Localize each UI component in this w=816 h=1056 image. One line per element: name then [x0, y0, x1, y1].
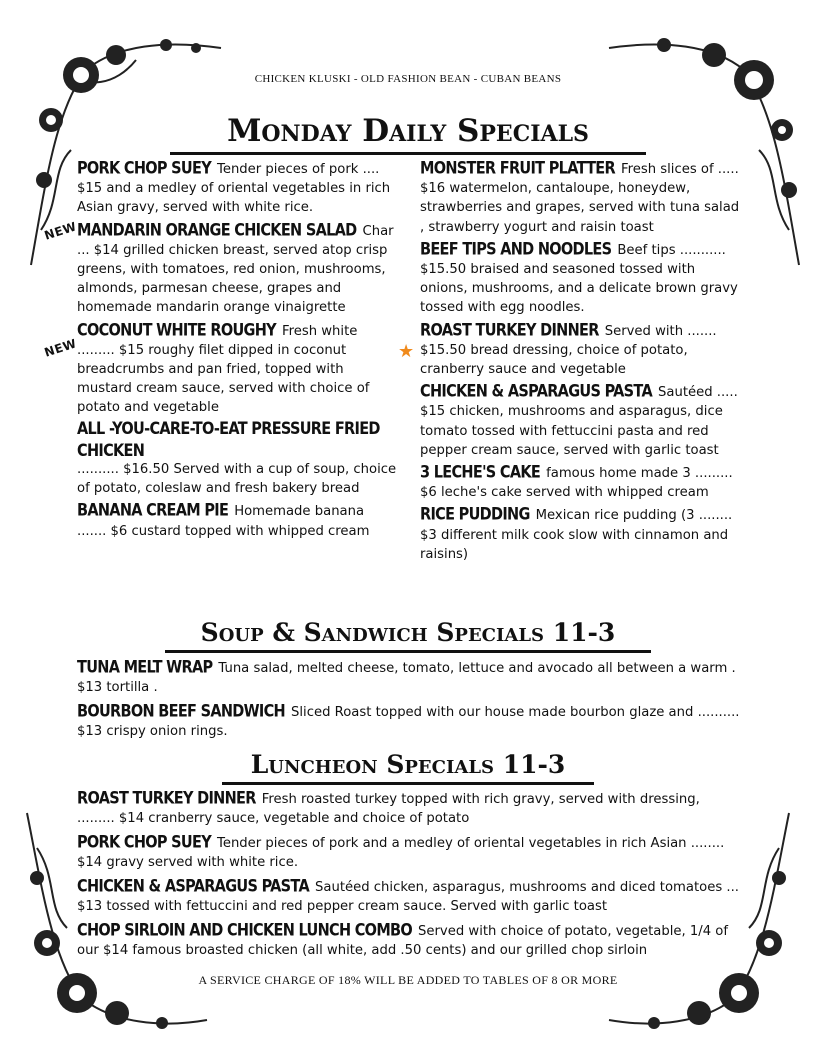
item-name: BOURBON BEEF SANDWICH: [77, 702, 285, 722]
menu-item: [77, 703, 740, 741]
item-description: Tender pieces of pork .... $15 and a medley of oriental vegetables in rich Asian gravy, served with white rice.: [77, 162, 391, 216]
menu-item: [77, 160, 397, 218]
item-description: Fresh slices of ..... $16 watermelon, cantaloupe, honeydew, strawberries and grapes, served with tuna salad , strawberry yogurt and raisin toast: [420, 162, 740, 235]
soup-sandwich-title: Soup & Sandwich Specials 11-3: [165, 616, 651, 653]
menu-item: [77, 322, 397, 418]
menu-item: [420, 241, 742, 318]
item-description: Mexican rice pudding (3 ........ $3 different milk cook slow with cinnamon and raisins): [420, 508, 733, 562]
item-name: BANANA CREAM PIE: [77, 502, 229, 521]
item-name: CHICKEN & ASPARAGUS PASTA: [420, 382, 653, 402]
item-name: RICE PUDDING: [420, 506, 530, 525]
item-description: Beef tips ........... $15.50 braised and seasoned tossed with onions, mushrooms, and a delicate brown gravy tossed with egg noodles.: [420, 242, 738, 316]
item-name: ROAST TURKEY DINNER: [77, 789, 256, 809]
menu-item: [77, 834, 740, 872]
item-name: PORK CHOP SUEY: [77, 833, 212, 853]
menu-item: [77, 922, 740, 960]
new-tag-mandarin: NEW: [42, 219, 79, 243]
daily-specials-title: Monday Daily Specials: [170, 110, 646, 155]
soups-of-the-day: CHICKEN KLUSKI - OLD FASHION BEAN - CUBAN BEANS: [254, 73, 562, 85]
menu-item: [77, 502, 397, 540]
menu-item: [420, 160, 742, 237]
item-description: Served with ....... $15.50 bread dressing, choice of potato, cranberry sauce and vegetable: [420, 323, 717, 378]
item-name: MANDARIN ORANGE CHICKEN SALAD: [77, 221, 357, 240]
item-name: ALL -YOU-CARE-TO-EAT PRESSURE FRIED CHICKEN: [77, 419, 380, 461]
item-description: Served with choice of potato, vegetable, 1/4 of our $14 famous broasted chicken (all white, add .50 cents) and our grilled chop sirloin: [77, 924, 729, 959]
item-description: Sautéed ..... $15 chicken, mushrooms and asparagus, dice tomato tossed with fettuccini pasta and red pepper cream sauce, served with garlic toast: [420, 385, 738, 458]
item-name: TUNA MELT WRAP: [77, 658, 213, 678]
item-description: famous home made 3 ......... $6 leche's cake served with whipped cream: [420, 466, 733, 501]
item-name: MONSTER FRUIT PLATTER: [420, 159, 615, 179]
item-name: BEEF TIPS AND NOODLES: [420, 240, 612, 259]
item-name: COCONUT WHITE ROUGHY: [77, 321, 276, 340]
item-name: 3 LECHE'S CAKE: [420, 463, 541, 483]
menu-item: [77, 659, 740, 697]
luncheon-title: Luncheon Specials 11-3: [222, 748, 594, 785]
star-icon: ★: [398, 341, 415, 362]
menu-item: [420, 322, 742, 380]
new-tag-coconut: NEW: [42, 336, 79, 360]
daily-specials-right-column: [420, 160, 742, 568]
item-description: Char ... $14 grilled chicken breast, served atop crisp greens, with tomatoes, red onion, mushrooms, almonds, parmesan cheese, grapes and homemade mandarin orange vinaigrette: [77, 223, 394, 316]
item-description: Fresh white ......... $15 roughy filet dipped in coconut breadcrumbs and pan fried, topped with mustard cream sauce, served with choice of potato and vegetable: [77, 323, 370, 416]
menu-item: [420, 464, 742, 502]
menu-item: [420, 506, 742, 564]
menu-item: [77, 878, 740, 916]
item-description: Homemade banana ....... $6 custard topped with whipped cream: [77, 504, 370, 539]
menu-item: [77, 419, 397, 499]
daily-specials-left-column: [77, 160, 397, 545]
item-description: Sautéed chicken, asparagus, mushrooms and diced tomatoes ... $13 tossed with fettuccini and red pepper cream sauce. Served with garlic toast: [77, 880, 739, 915]
item-name: ROAST TURKEY DINNER: [420, 321, 599, 340]
item-description: Sliced Roast topped with our house made bourbon glaze and .......... $13 crispy onion rings.: [77, 705, 740, 740]
item-name: PORK CHOP SUEY: [77, 159, 212, 179]
item-name: CHOP SIRLOIN AND CHICKEN LUNCH COMBO: [77, 921, 413, 941]
item-name: CHICKEN & ASPARAGUS PASTA: [77, 877, 310, 897]
item-description: Tuna salad, melted cheese, tomato, lettuce and avocado all between a warm . $13 tortilla .: [77, 661, 736, 696]
item-description: .......... $16.50 Served with a cup of soup, choice of potato, coleslaw and fresh bakery bread: [77, 462, 397, 497]
item-description: Tender pieces of pork and a medley of oriental vegetables in rich Asian ........ $14 gravy served with white rice.: [77, 836, 725, 871]
service-charge-note: A SERVICE CHARGE OF 18% WILL BE ADDED TO TABLES OF 8 OR MORE: [198, 973, 618, 987]
menu-item: [77, 222, 397, 318]
item-description: Fresh roasted turkey topped with rich gravy, served with dressing, ......... $14 cranberry sauce, vegetable and choice of potato: [77, 792, 700, 827]
menu-item: [420, 383, 742, 460]
menu-item: [77, 790, 740, 828]
